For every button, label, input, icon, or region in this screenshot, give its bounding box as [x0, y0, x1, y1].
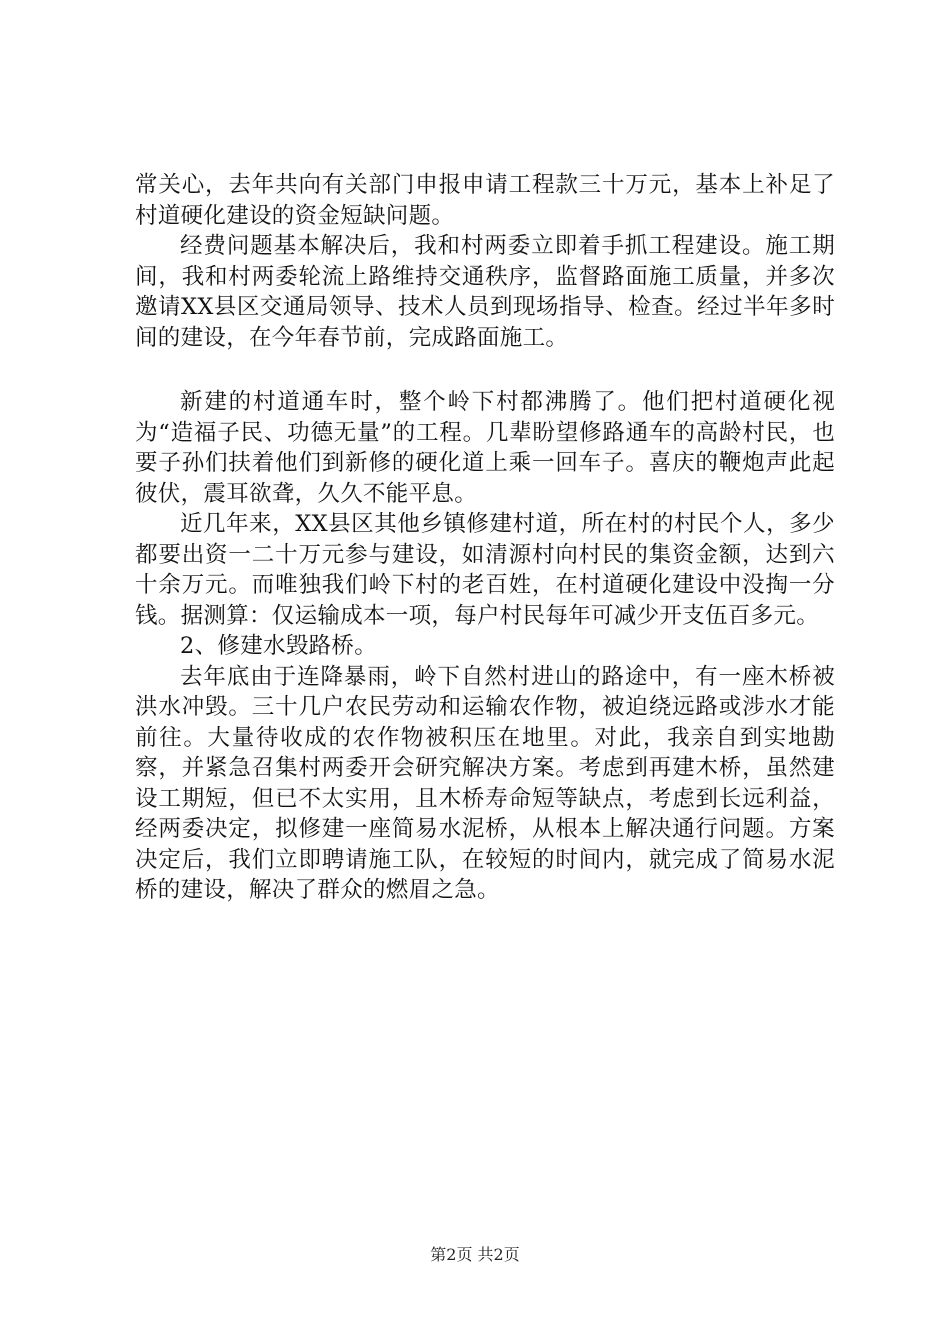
paragraph-spacer: [135, 353, 835, 387]
paragraph-construction: 经费问题基本解决后，我和村两委立即着手抓工程建设。施工期间，我和村两委轮流上路维持交通秩序，监督路面施工质量，并多次邀请XX县区交通局领导、技术人员到现场指导、检查。经过半年多时间的建设，在今年春节前，完成路面施工。: [135, 233, 835, 351]
paragraph-opening: 新建的村道通车时，整个岭下村都沸腾了。他们把村道硬化视为“造福子民、功德无量”的工程。几辈盼望修路通车的高龄村民，也要子孙们扶着他们到新修的硬化道上乘一回车子。喜庆的鞭炮声此起彼伏，震耳欲聋，久久不能平息。: [135, 389, 835, 507]
page-footer: 第2页 共2页: [430, 1245, 520, 1264]
paragraph-bridge: 去年底由于连降暴雨，岭下自然村进山的路途中，有一座木桥被洪水冲毁。三十几户农民劳动和运输农作物，被迫绕远路或涉水才能前往。大量待收成的农作物被积压在地里。对此，我亲自到实地勘察，并紧急召集村两委开会研究解决方案。考虑到再建木桥，虽然建设工期短，但已不太实用，且木桥寿命短等缺点，考虑到长远利益，经两委决定，拟修建一座简易水泥桥，从根本上解决通行问题。方案决定后，我们立即聘请施工队，在较短的时间内，就完成了简易水泥桥的建设，解决了群众的燃眉之急。: [135, 663, 835, 903]
paragraph-continuation: 常关心，去年共向有关部门申报申请工程款三十万元，基本上补足了村道硬化建设的资金短缺问题。: [135, 172, 835, 229]
document-body: [135, 170, 835, 906]
paragraph-funding-comparison: 近几年来，XX县区其他乡镇修建村道，所在村的村民个人，多少都要出资一二十万元参与建设，如清源村向村民的集资金额，达到六十余万元。而唯独我们岭下村的老百姓，在村道硬化建设中没掏一分钱。据测算：仅运输成本一项，每户村民每年可减少开支伍百多元。: [135, 511, 835, 629]
section-heading-bridge: 2、修建水毁路桥。: [180, 633, 378, 659]
